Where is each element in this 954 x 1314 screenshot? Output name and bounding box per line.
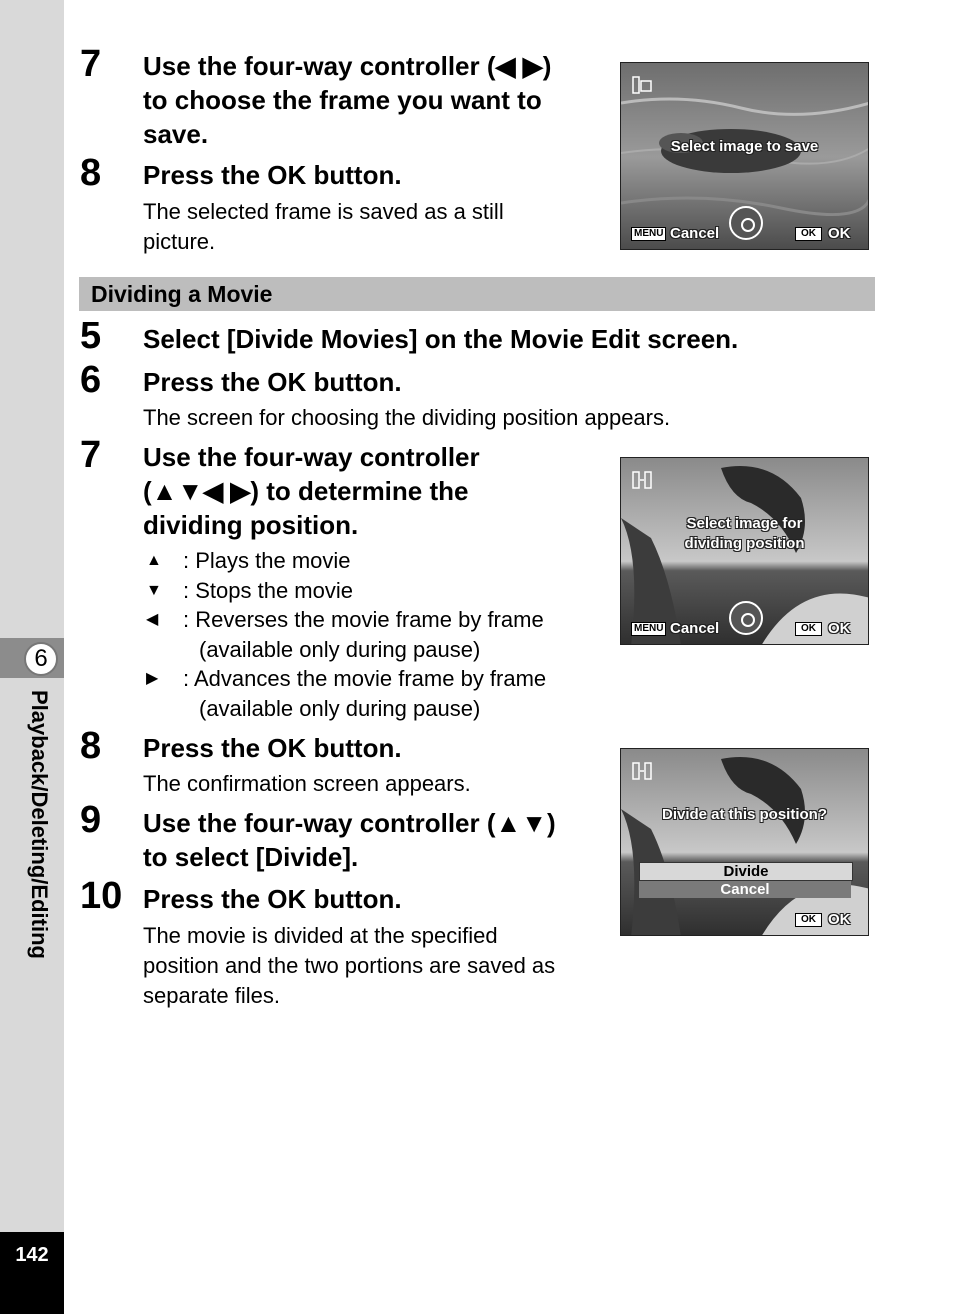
step-number: 9 (80, 799, 102, 841)
step-number: 5 (80, 315, 102, 357)
screen-message: Select image to save (670, 138, 819, 155)
section-title: Dividing a Movie (91, 281, 273, 307)
menu-key-icon: MENU (631, 227, 666, 241)
body-line: position and the two portions are saved as (143, 953, 556, 978)
screen-photo-dolphin-jumping (621, 749, 869, 936)
four-way-controller-icon (729, 206, 763, 240)
step-number: 8 (80, 152, 102, 194)
camera-screen-dividing-position (620, 457, 869, 645)
step-title-line: (▲▼◀ ▶) to determine the (143, 476, 469, 506)
step-title: Select [Divide Movies] on the Movie Edit screen. (143, 324, 739, 354)
step-title (143, 440, 480, 542)
step-number: 8 (80, 725, 102, 767)
step-body (143, 197, 504, 257)
screen-message (621, 514, 868, 554)
legend-text: : Plays the movie (183, 548, 351, 573)
step-title (143, 49, 551, 151)
ok-key-icon: OK (795, 227, 822, 241)
body-line: separate files. (143, 983, 280, 1008)
legend-text: : Advances the movie frame by frame (183, 666, 547, 691)
up-arrow-icon: ▲ (146, 552, 162, 569)
step-title-line: to select [Divide]. (143, 842, 359, 872)
body-line: picture. (143, 229, 216, 254)
camera-screen-select-save (620, 62, 869, 250)
menu-key-icon: MENU (631, 622, 666, 636)
step-title (143, 806, 556, 874)
step-title: Press the OK button. (143, 884, 402, 914)
ok-key-icon: OK (795, 913, 822, 927)
step-number: 7 (80, 434, 102, 476)
four-way-controller-icon (729, 601, 763, 635)
step-title-line: dividing position. (143, 510, 359, 540)
step-title: Press the OK button. (143, 160, 402, 190)
body-line: The movie is divided at the specified (143, 923, 498, 948)
ok-label: OK (828, 620, 851, 637)
left-arrow-icon: ◀ (146, 611, 159, 628)
cancel-label: Cancel (670, 225, 720, 242)
chapter-number: 6 (24, 642, 58, 676)
ok-label: OK (828, 911, 851, 928)
legend-subtext: (available only during pause) (199, 636, 481, 662)
step-title-line: Use the four-way controller (◀ ▶) (143, 51, 552, 81)
step-number: 10 (80, 875, 123, 917)
step-body: The confirmation screen appears. (143, 771, 471, 796)
down-arrow-icon: ▼ (146, 581, 162, 599)
camera-screen-divide-confirm (620, 748, 869, 936)
step-title-line: save. (143, 119, 209, 149)
cancel-label: Cancel (670, 620, 720, 637)
legend-subtext: (available only during pause) (199, 695, 481, 721)
screen-message-line: dividing position (684, 535, 805, 552)
cancel-option: Cancel (639, 881, 851, 898)
right-arrow-icon: ▶ (146, 670, 159, 687)
page-number: 142 (15, 1244, 49, 1266)
legend-text: : Stops the movie (183, 577, 353, 603)
step-title-line: Use the four-way controller (143, 442, 480, 472)
step-number: 6 (80, 359, 102, 401)
ok-key-icon: OK (795, 622, 822, 636)
legend-text: : Reverses the movie frame by frame (183, 607, 544, 632)
step-title: Press the OK button. (143, 733, 402, 763)
screen-message: Divide at this position? (661, 806, 827, 823)
body-line: The selected frame is saved as a still (143, 199, 504, 224)
screen-message-line: Select image for (686, 515, 803, 532)
step-number: 7 (80, 43, 102, 85)
divide-option-selected: Divide (639, 862, 853, 881)
step-body: The screen for choosing the dividing position appears. (143, 405, 671, 430)
chapter-title: Playback/Deleting/Editing (27, 690, 52, 959)
ok-label: OK (828, 225, 851, 242)
step-body (143, 921, 555, 1011)
step-title-line: Use the four-way controller (▲▼) (143, 808, 556, 838)
step-title: Press the OK button. (143, 367, 402, 397)
step-title-line: to choose the frame you want to (143, 85, 542, 115)
